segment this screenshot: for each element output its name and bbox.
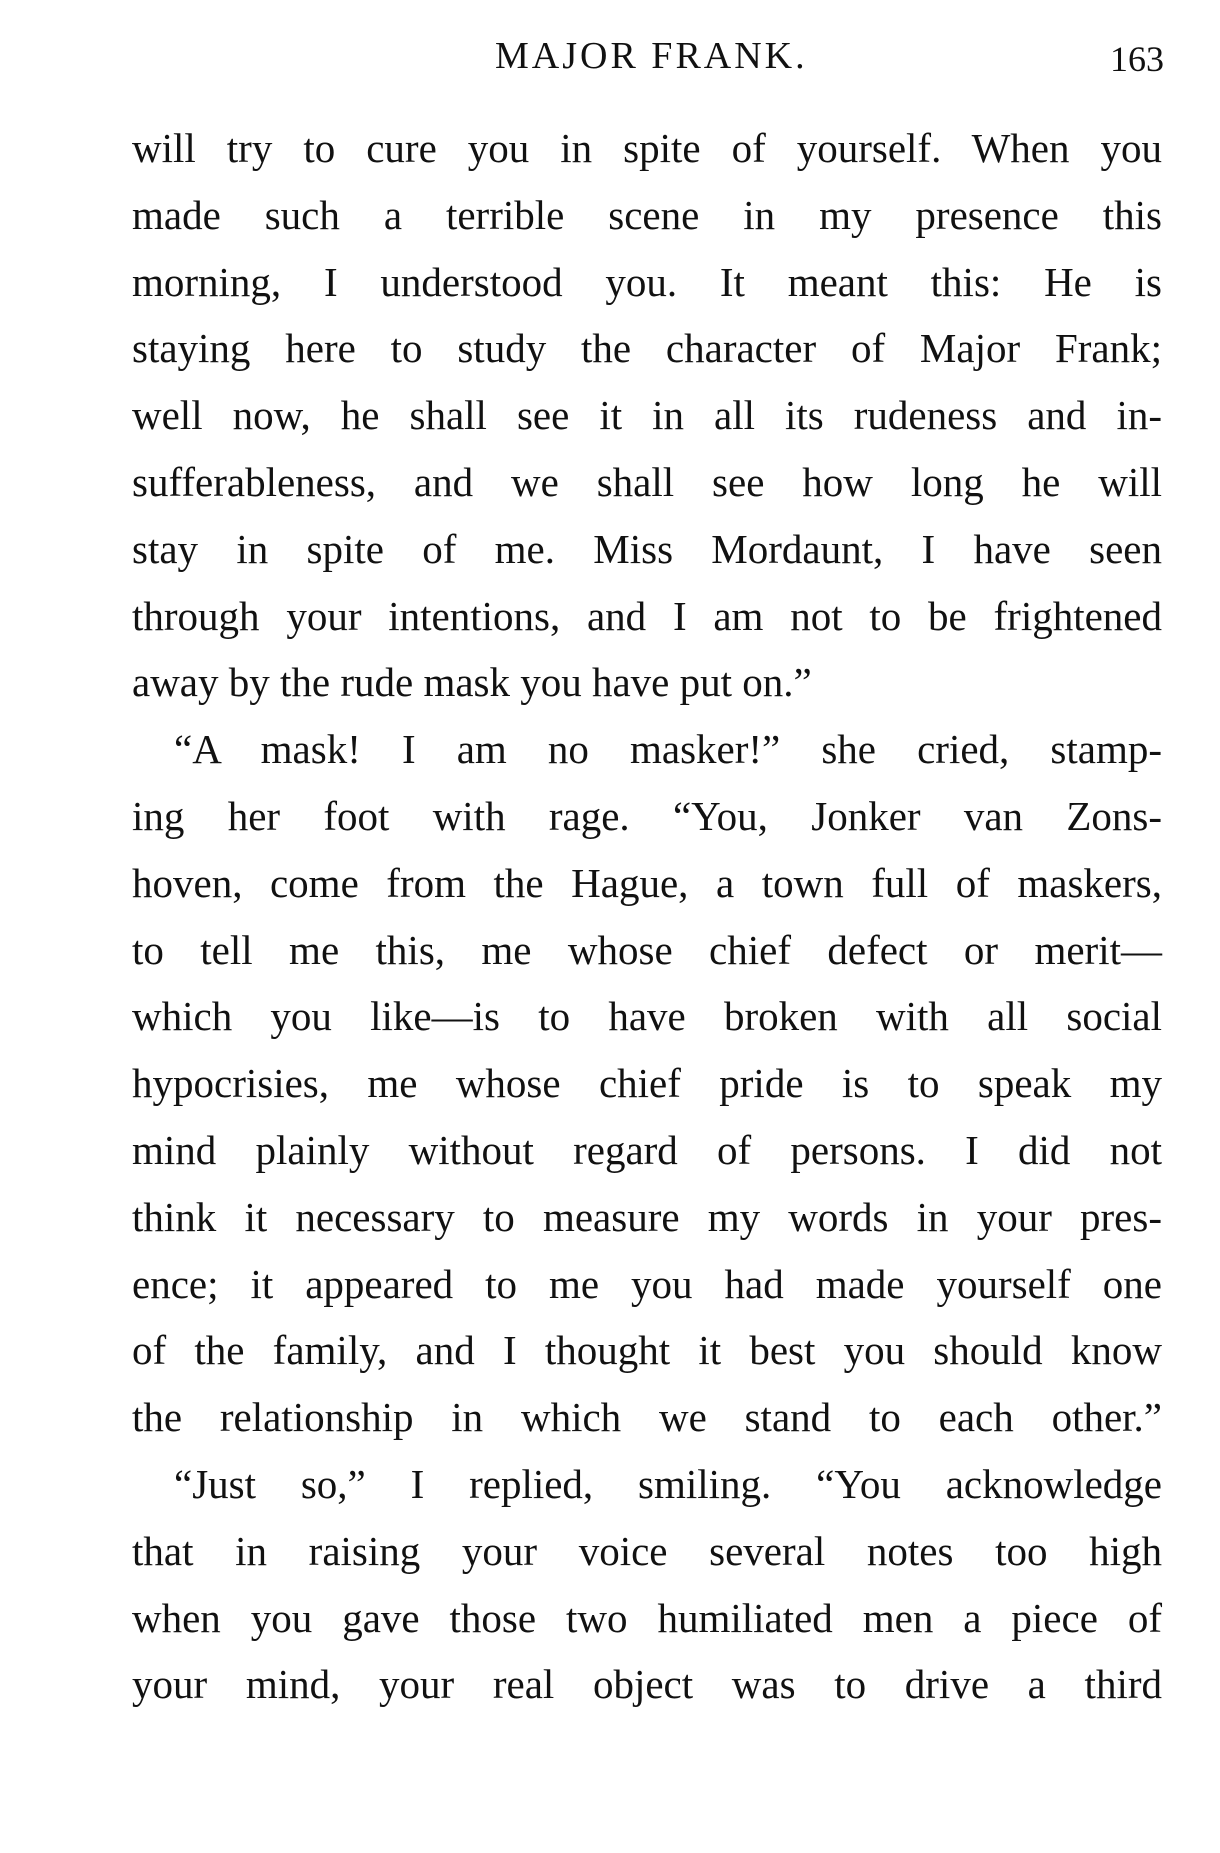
text-line: “Just so,” I replied, smiling. “You acknowledge xyxy=(174,1460,1162,1507)
text-line: when you gave those two humiliated men a piece of xyxy=(132,1594,1162,1641)
text-line: hoven, come from the Hague, a town full of maskers, xyxy=(132,859,1162,906)
text-line: to tell me this, me whose chief defect or merit— xyxy=(132,926,1162,973)
body-text xyxy=(132,115,1162,1718)
running-title: MAJOR FRANK. xyxy=(495,35,808,77)
text-line: of the family, and I thought it best you should know xyxy=(132,1327,1162,1374)
text-line: hypocrisies, me whose chief pride is to speak my xyxy=(132,1060,1162,1107)
text-line: ing her foot with rage. “You, Jonker van Zons- xyxy=(132,792,1162,839)
text-line: your mind, your real object was to drive a third xyxy=(132,1661,1162,1708)
text-line: which you like—is to have broken with all social xyxy=(132,993,1162,1040)
text-line: “A mask! I am no masker!” she cried, stamp- xyxy=(174,726,1162,773)
text-line: staying here to study the character of Major Frank; xyxy=(132,325,1162,372)
text-line: that in raising your voice several notes too high xyxy=(132,1527,1162,1574)
running-head xyxy=(0,30,1220,90)
text-line: the relationship in which we stand to each other.” xyxy=(132,1394,1162,1441)
text-line: mind plainly without regard of persons. I did not xyxy=(132,1126,1162,1173)
text-line: made such a terrible scene in my presence this xyxy=(132,191,1162,238)
text-line: through your intentions, and I am not to be frightened xyxy=(132,592,1162,639)
text-line: well now, he shall see it in all its rudeness and in- xyxy=(132,392,1162,439)
text-line: will try to cure you in spite of yourself. When you xyxy=(132,125,1162,171)
text-line: away by the rude mask you have put on.” xyxy=(132,659,812,706)
text-line: stay in spite of me. Miss Mordaunt, I have seen xyxy=(132,525,1162,572)
text-line: morning, I understood you. It meant this: He is xyxy=(132,258,1162,305)
text-line: ence; it appeared to me you had made yourself one xyxy=(132,1260,1162,1307)
text-line: sufferableness, and we shall see how long he will xyxy=(132,458,1162,505)
text-line: think it necessary to measure my words in your pres- xyxy=(132,1193,1162,1240)
page-number: 163 xyxy=(1110,39,1164,79)
